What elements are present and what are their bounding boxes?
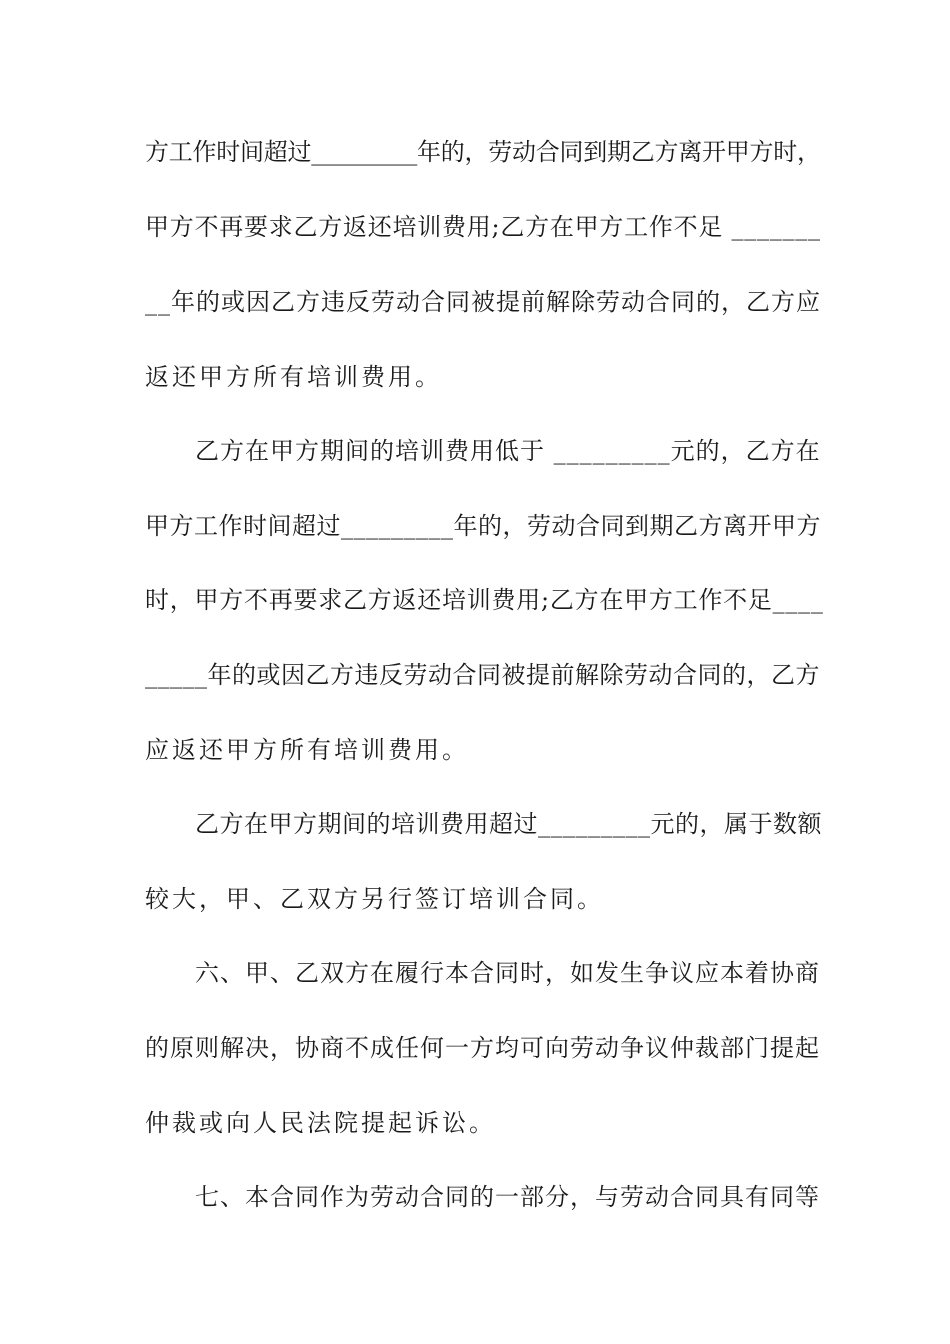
text-line: 返还甲方所有培训费用。: [145, 363, 442, 391]
text-line: 甲方工作时间超过_________年的，劳动合同到期乙方离开甲方: [145, 512, 821, 540]
text-line: 较大，甲、乙双方另行签订培训合同。: [145, 885, 604, 913]
text-line: 方工作时间超过_________年的，劳动合同到期乙方离开甲方时，: [145, 138, 821, 166]
text-line: 仲裁或向人民法院提起诉讼。: [145, 1109, 496, 1137]
text-line: _____年的或因乙方违反劳动合同被提前解除劳动合同的，乙方: [145, 661, 820, 689]
text-line: 的原则解决，协商不成任何一方均可向劳动争议仲裁部门提起: [145, 1034, 820, 1062]
text-line: __年的或因乙方违反劳动合同被提前解除劳动合同的，乙方应: [145, 288, 821, 316]
text-line: 甲方不再要求乙方返还培训费用;乙方在甲方工作不足 _______: [145, 213, 821, 241]
paragraph-start-line: 七、本合同作为劳动合同的一部分，与劳动合同具有同等: [195, 1183, 820, 1211]
paragraph-start-line: 乙方在甲方期间的培训费用低于 _________元的，乙方在: [195, 437, 821, 465]
paragraph-start-line: 乙方在甲方期间的培训费用超过_________元的，属于数额: [195, 810, 822, 838]
text-line: 应返还甲方所有培训费用。: [145, 736, 469, 764]
text-line: 时，甲方不再要求乙方返还培训费用;乙方在甲方工作不足____: [145, 586, 824, 614]
paragraph-start-line: 六、甲、乙双方在履行本合同时，如发生争议应本着协商: [195, 959, 820, 987]
